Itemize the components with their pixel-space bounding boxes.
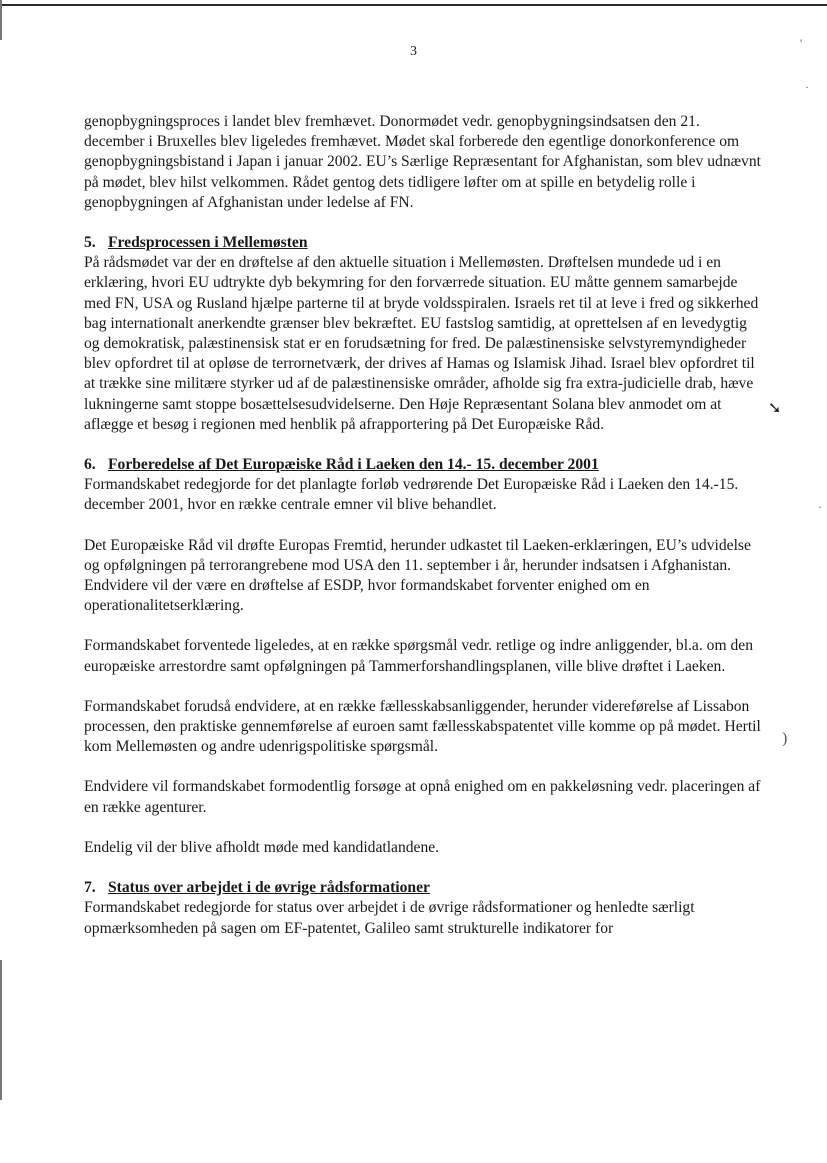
section-paragraph: Formandskabet forudså endvidere, at en række fællesskabsanliggender, herunder videreførelse af Lissabon processen, den praktiske gennemførelse af euroen samt fællesskabspatentet ville komme op på mødet. Hertil kom Mellemøsten og andre udenrigspolitiske spørgsmål.: [84, 697, 761, 756]
section-paragraph: Endvidere vil formandskabet formodentlig forsøge at opnå enighed om en pakkeløsning vedr. placeringen af en række agenturer.: [84, 778, 761, 816]
scan-speck: ➘: [768, 400, 782, 417]
section-heading: [84, 878, 764, 898]
section-number: 7.: [84, 879, 96, 897]
left-scan-edge: [0, 960, 2, 1100]
section-paragraph: Det Europæiske Råd vil drøfte Europas Fremtid, herunder udkastet til Laeken-erklæringen, EU’s udvidelse og opfølgningen på terrorangrebene mod USA den 11. september i år, herunder indsatsen i Afghanistan. Endvidere vil der være en drøftelse af ESDP, hvor formandskabet forventer enighed om en operationalitetserklæring.: [84, 536, 751, 615]
section-title: Forberedelse af Det Europæiske Råd i Laeken den 14.- 15. december 2001: [108, 456, 599, 474]
section-number: 5.: [84, 234, 96, 252]
section-paragraph: På rådsmødet var der en drøftelse af den aktuelle situation i Mellemøsten. Drøftelsen mundede ud i en erklæring, hvori EU udtrykte dyb bekymring for den forværrede situation. EU måtte gennem samarbejde med FN, USA og Rusland hjælpe parterne til at bryde voldsspiralen. Israels ret til at leve i fred og sikkerhed bag internationalt anerkendte grænser blev bekræftet. EU fastslog samtidig, at oprettelsen af en levedygtig og demokratisk, palæstinensisk stat er en forudsætning for fred. De palæstinensiske selvstyremyndigheder blev opfordret til at opløse de terrornetværk, der drives af Hamas og Islamisk Jihad. Israel blev opfordret til at trække sine militære styrker ud af de palæstinensiske områder, afholde sig fra extra-judicielle drab, hæve lukningerne samt stoppe bosættelsesudvidelserne. Den Høje Repræsentant Solana blev anmodet om at aflægge et besøg i regionen med henblik på afrapportering på Det Europæiske Råd.: [84, 254, 759, 433]
scan-speck: ·: [805, 80, 809, 94]
section-paragraph: Endelig vil der blive afholdt møde med kandidatlandene.: [84, 838, 440, 856]
section-7: [84, 878, 764, 939]
left-scan-edge: [0, 0, 2, 40]
section-paragraph: Formandskabet redegjorde for status over arbejdet i de øvrige rådsformationer og henledte særligt opmærksomheden på sagen om EF-patentet, Galileo samt strukturelle indikatorer for: [84, 899, 695, 937]
section-5: [84, 233, 764, 435]
section-6: [84, 455, 764, 858]
top-edge-rule: [0, 4, 827, 6]
intro-paragraph: genopbygningsproces i landet blev fremhævet. Donormødet vedr. genopbygningsindsatsen den 21. december i Bruxelles blev ligeledes fremhævet. Mødet skal forberede den egentlige donorkonference om genopbygningsbistand i Japan i januar 2002. EU’s Særlige Repræsentant for Afghanistan, som blev udnævnt på mødet, blev hilst velkommen. Rådet gentog dets tidligere løfter om at spille en betydelig rolle i genopbygningen af Afghanistan under ledelse af FN.: [84, 113, 761, 211]
section-title: Status over arbejdet i de øvrige rådsformationer: [108, 879, 430, 897]
scan-speck: ·: [818, 500, 822, 514]
section-paragraph: Formandskabet forventede ligeledes, at en række spørgsmål vedr. retlige og indre anliggender, bl.a. om den europæiske arrestordre samt opfølgningen på Tammerforshandlingsplanen, ville blive drøftet i Laeken.: [84, 637, 753, 675]
section-heading: [84, 455, 764, 475]
scan-speck: ': [800, 36, 803, 50]
section-title: Fredsprocessen i Mellemøsten: [108, 234, 308, 252]
document-body: [84, 112, 764, 959]
section-heading: [84, 233, 764, 253]
scan-speck: ): [782, 730, 788, 747]
section-number: 6.: [84, 456, 96, 474]
page-number: 3: [410, 44, 417, 59]
section-paragraph: Formandskabet redegjorde for det planlagte forløb vedrørende Det Europæiske Råd i Laeken den 14.-15. december 2001, hvor en række centrale emner vil blive behandlet.: [84, 476, 739, 514]
